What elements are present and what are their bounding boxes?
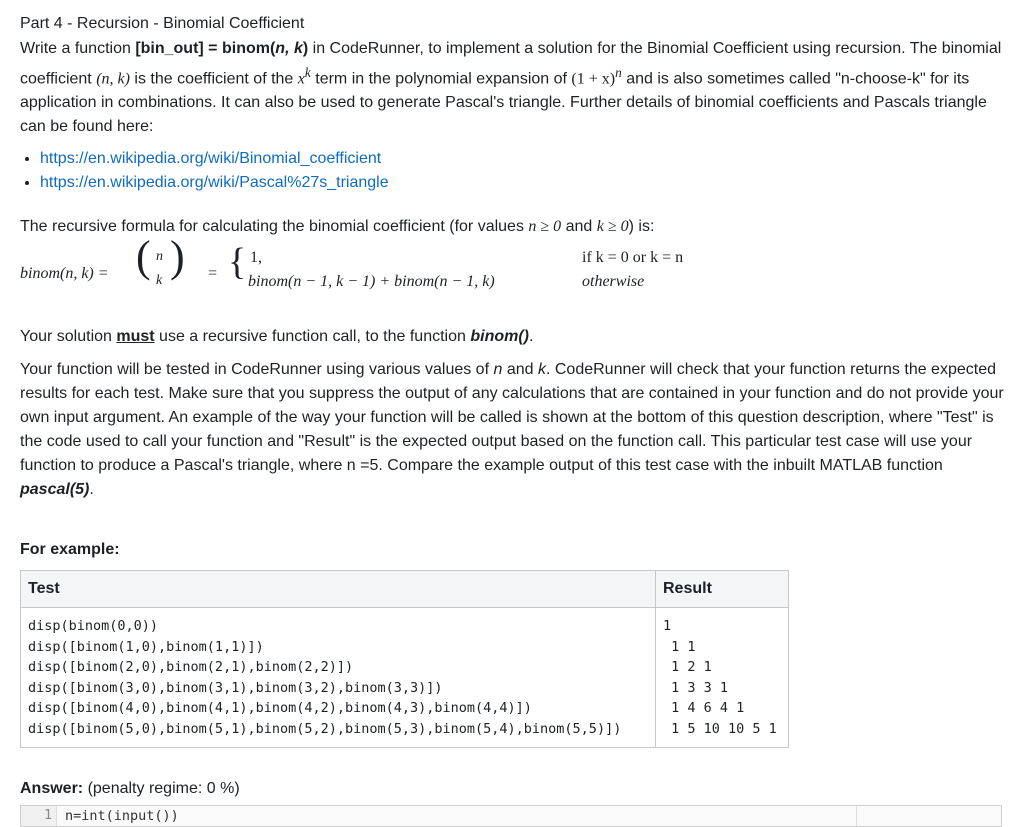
formula-lead <box>20 215 1010 239</box>
function-name: binom() <box>470 328 529 346</box>
answer-code-editor[interactable] <box>20 805 1002 827</box>
header-result: Result <box>656 571 789 608</box>
list-item <box>40 147 1010 171</box>
link-pascals-triangle[interactable]: https://en.wikipedia.org/wiki/Pascal%27s_triangle <box>40 174 389 192</box>
result-line: 1 3 3 1 <box>663 679 729 696</box>
test-line: disp([binom(5,0),binom(5,1),binom(5,2),binom(5,3),binom(5,4),binom(5,5)]) <box>28 720 622 737</box>
math-n-cond: n ≥ 0 <box>528 218 562 236</box>
var-k: k <box>537 361 546 379</box>
intro-text: is the coefficient of the <box>129 70 298 88</box>
result-cell <box>656 608 789 748</box>
table-header-row <box>21 571 789 608</box>
pascal-function: pascal(5) <box>20 481 90 499</box>
reference-links <box>20 147 1010 195</box>
result-line: 1 1 <box>663 638 696 655</box>
formula-brace: { <box>228 241 247 284</box>
math-expansion: (1 + x) <box>571 70 616 88</box>
function-signature-close: ) <box>302 40 309 57</box>
test-line: disp([binom(2,0),binom(2,1),binom(2,2)]) <box>28 659 354 676</box>
case2-value: binom(n − 1, k − 1) + binom(n − 1, k) <box>248 273 495 291</box>
formula-paren-close: ) <box>170 232 185 282</box>
formula-top: n <box>156 249 163 265</box>
formula-bottom: k <box>156 273 163 289</box>
example-label: For example: <box>20 541 120 559</box>
test-line: disp([binom(3,0),binom(3,1),binom(3,2),binom(3,3)]) <box>28 679 443 696</box>
formula-equals: = <box>208 265 218 283</box>
test-text: . CodeRunner will check that your function returns the expected results for each test. Make sure that you suppress the output of any calculations that are contained in your function and do not provide your own input argument. An example of the way your function will be called is shown at the bottom of this question description, where "Test" is the code used to call your function and "Result" is the expected output based on the function call. This particular test case will use your function to produce a Pascal's triangle, where n =5. Compare the example output of this test case with the inbuilt MATLAB function <box>20 361 1004 475</box>
question-text <box>20 13 1010 748</box>
example-table <box>20 570 789 748</box>
formula-lhs: binom(n, k) = <box>20 265 109 283</box>
case1-condition: if k = 0 or k = n <box>582 249 684 267</box>
must-emphasis: must <box>116 328 155 346</box>
formula-paren-open: ( <box>136 232 151 282</box>
test-line: disp(binom(0,0)) <box>28 618 159 635</box>
penalty-regime: (penalty regime: 0 %) <box>87 780 240 797</box>
intro-text: Write a function <box>20 40 136 57</box>
math-nk: (n, k) <box>96 70 130 88</box>
result-line: 1 <box>663 618 672 635</box>
math-x: x <box>297 70 305 88</box>
var-n: n <box>493 361 503 379</box>
math-k-cond: k ≥ 0 <box>596 218 629 236</box>
editor-divider <box>856 806 857 826</box>
case2-condition: otherwise <box>582 273 645 291</box>
intro-text: term in the polynomial expansion of <box>310 70 572 88</box>
function-args: n, k <box>275 40 303 57</box>
code-line[interactable]: n=int(input()) <box>65 808 179 824</box>
formula-lead-text: and <box>561 218 597 236</box>
test-text: Your function will be tested in CodeRunner using various values of <box>20 361 494 379</box>
intro-text: in CodeRunner, to implement a solution for the Binomial Coefficient using recursion. The binomial coefficient <box>20 40 1002 88</box>
header-test: Test <box>21 571 656 608</box>
link-binomial-coefficient[interactable]: https://en.wikipedia.org/wiki/Binomial_coefficient <box>40 150 382 168</box>
instructions <box>20 325 1010 502</box>
intro-paragraph <box>20 37 1010 139</box>
question-title: Part 4 - Recursion - Binomial Coefficient <box>20 15 305 32</box>
case1-value: 1, <box>250 249 262 267</box>
must-text: . <box>529 328 534 346</box>
test-line: disp([binom(1,0),binom(1,1)]) <box>28 638 264 655</box>
intro-text: and is also sometimes called "n-choose-k" for its application in combinations. It can also be used to generate Pascal's triangle. Further details of binomial coefficients and Pascals triangle can be found here: <box>20 70 987 136</box>
answer-heading <box>20 778 240 800</box>
function-signature: [bin_out] = binom( <box>135 40 276 57</box>
answer-label: Answer: <box>20 780 84 797</box>
formula-lead-text: ) is: <box>628 218 655 236</box>
test-code <box>28 616 648 739</box>
line-number: 1 <box>21 806 57 826</box>
must-text: Your solution <box>20 328 117 346</box>
math-exp-n: n <box>615 65 622 80</box>
result-line: 1 5 10 10 5 1 <box>663 720 777 737</box>
math-exp-k: k <box>304 65 311 80</box>
result-line: 1 2 1 <box>663 659 712 676</box>
must-paragraph <box>20 325 1010 349</box>
test-line: disp([binom(4,0),binom(4,1),binom(4,2),binom(4,3),binom(4,4)]) <box>28 700 532 717</box>
test-cell <box>21 608 656 748</box>
test-paragraph <box>20 358 1010 502</box>
must-text: use a recursive function call, to the function <box>154 328 471 346</box>
test-text: and <box>502 361 538 379</box>
result-line: 1 4 6 4 1 <box>663 700 745 717</box>
formula-lead-text: The recursive formula for calculating the binomial coefficient (for values <box>20 218 529 236</box>
recursive-formula <box>20 232 1010 307</box>
list-item <box>40 171 1010 195</box>
result-output <box>663 616 781 739</box>
table-row <box>21 608 789 748</box>
test-text: . <box>89 481 94 499</box>
